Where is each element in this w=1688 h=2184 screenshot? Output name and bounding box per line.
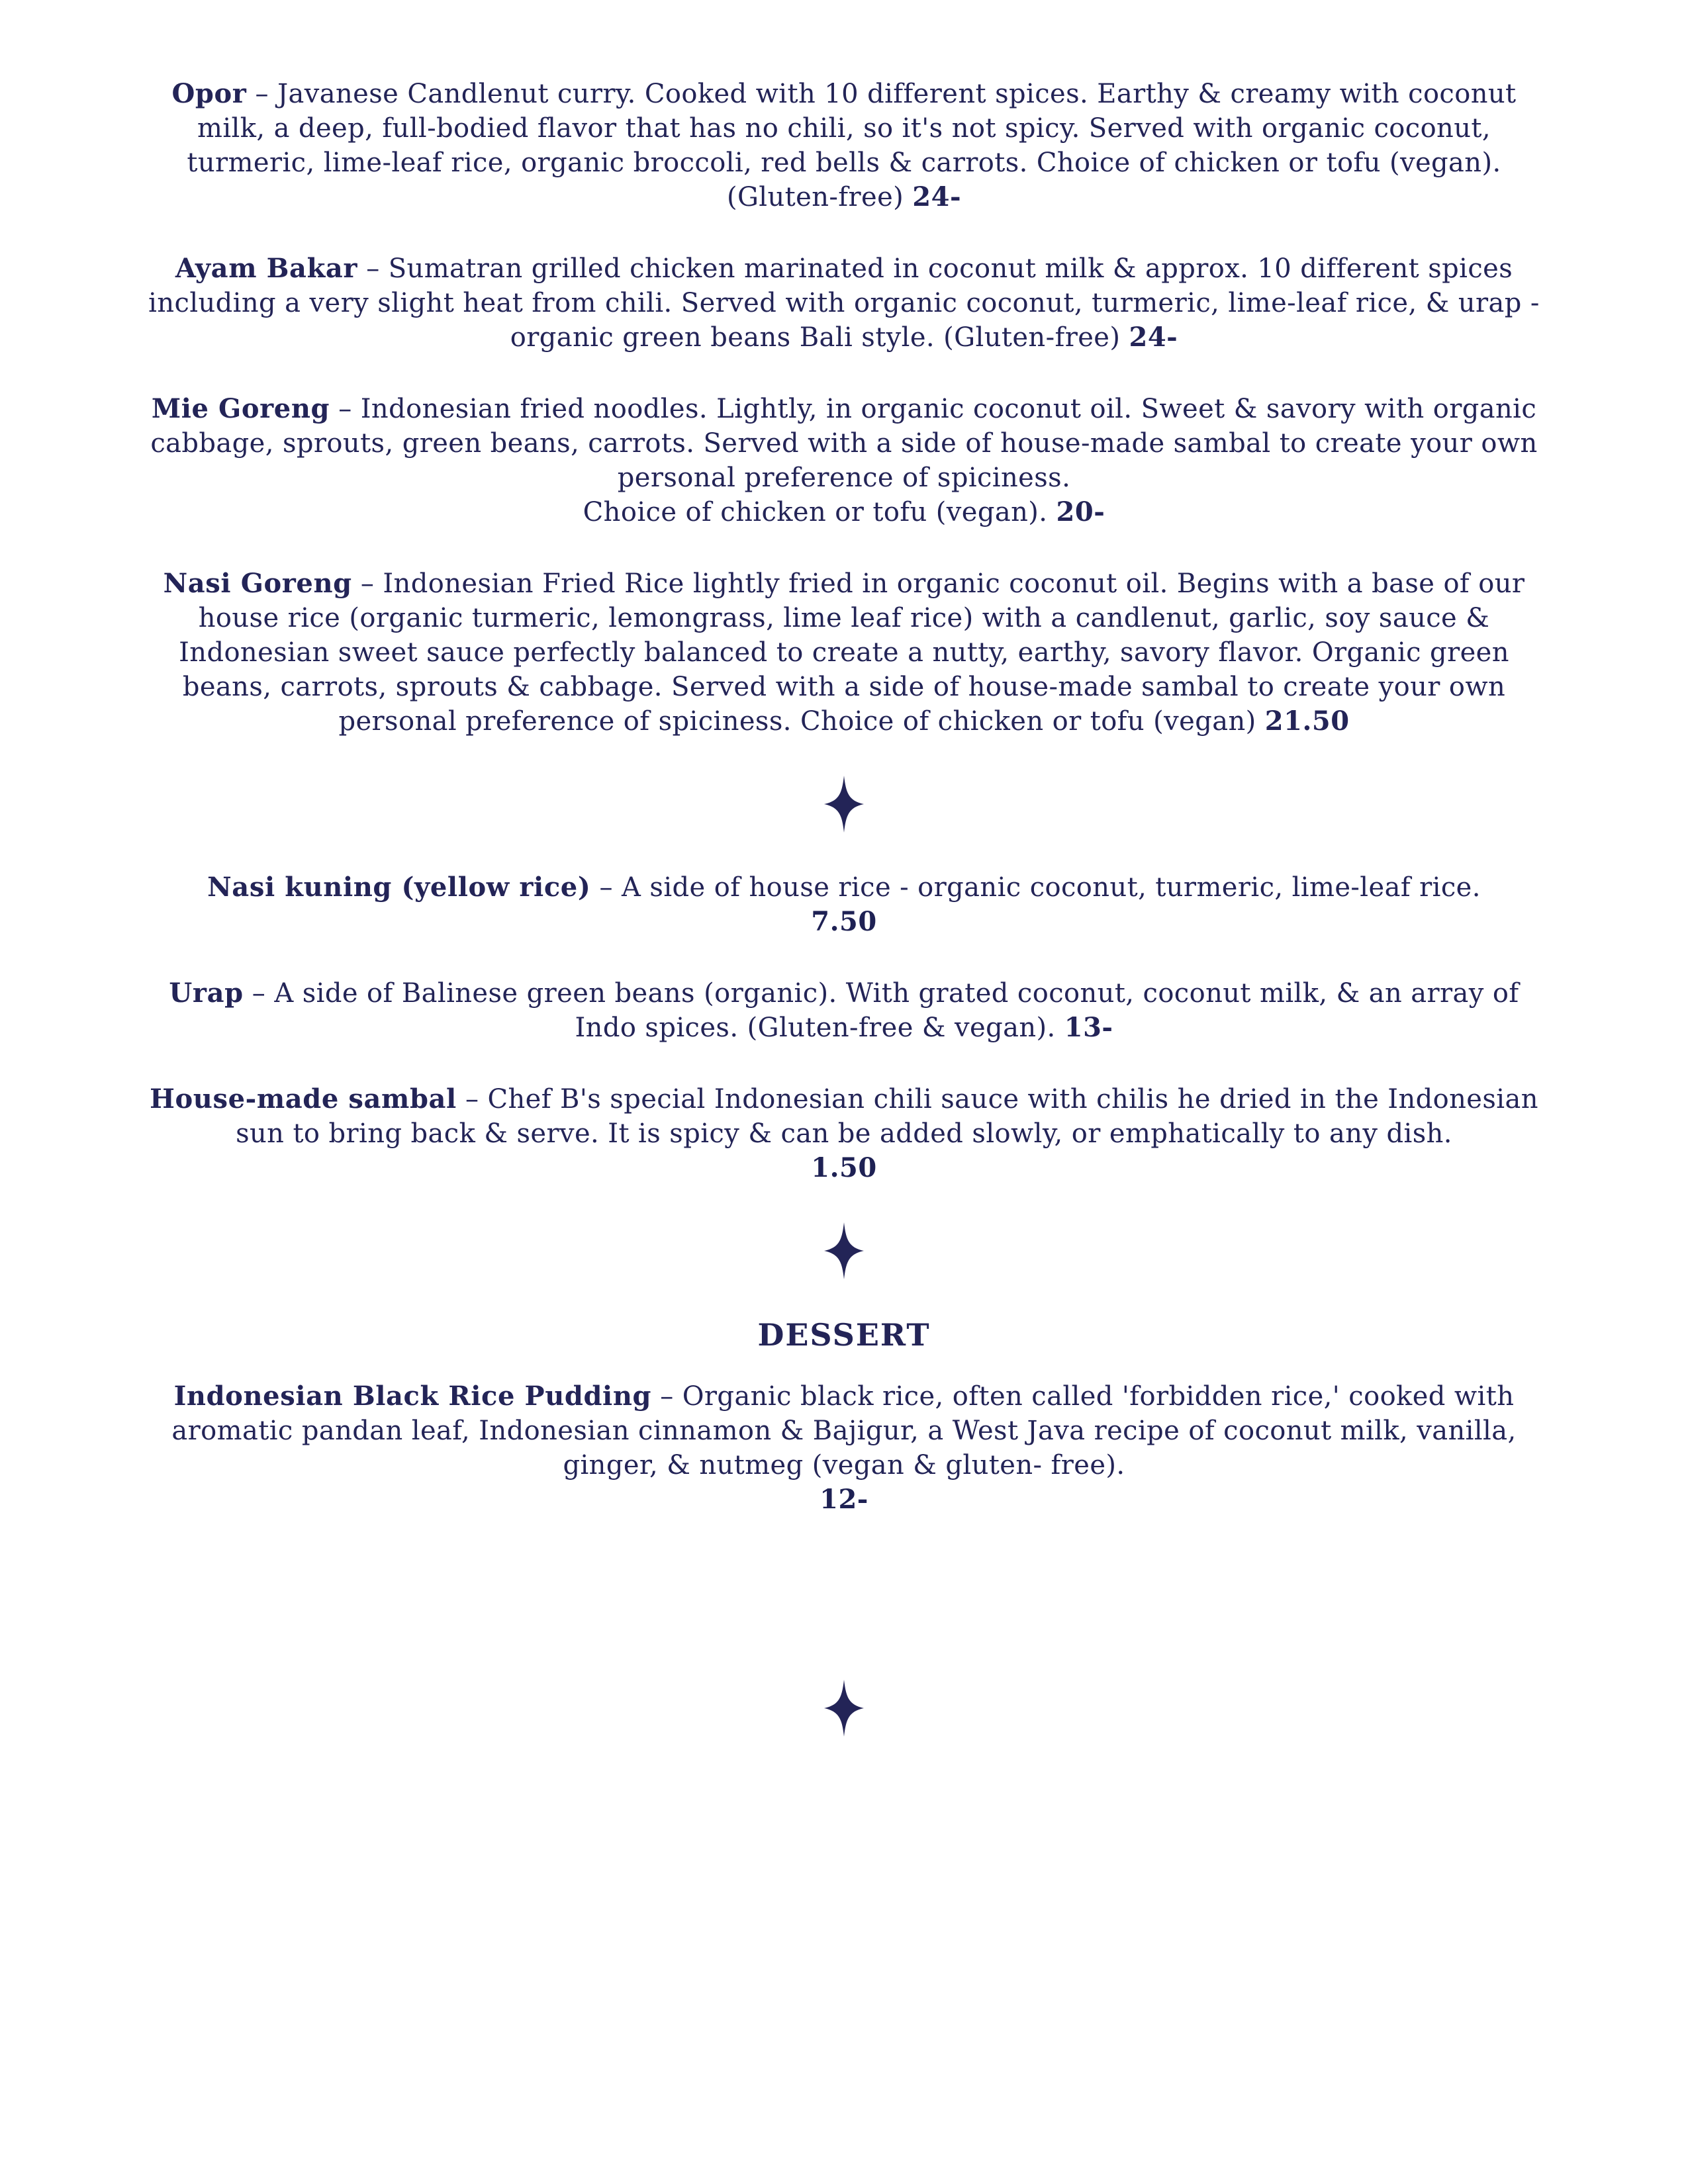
four-point-star-icon xyxy=(824,1222,864,1279)
menu-item-dash: – xyxy=(243,978,275,1009)
section-heading-dessert: DESSERT xyxy=(757,1317,931,1353)
ornament-divider xyxy=(99,1680,1589,1740)
four-point-star-icon xyxy=(824,776,864,833)
menu-item-dash: – xyxy=(352,569,383,599)
menu-item-price: 7.50 xyxy=(811,906,877,937)
menu-item-text xyxy=(136,251,1552,355)
menu-item-name: Opor xyxy=(171,78,247,109)
menu-item-description: Indonesian Fried Rice lightly fried in organic coconut oil. Begins with a base of our house rice (organic turmeric, lemongrass, lime leaf rice) with a candlenut, garlic, soy sauce & Indonesian sweet sauce perfectly balanced to create a nutty, earthy, savory flavor. Organic green beans, carrots, sprouts & cabbage. Served with a side of house-made sambal to create your own personal preference of spiciness. Choice of chicken or tofu (vegan) xyxy=(179,569,1525,737)
sides-list xyxy=(99,870,1589,1185)
menu-item-price: 24- xyxy=(1129,322,1178,353)
menu-item-text xyxy=(136,392,1552,495)
ornament-divider xyxy=(99,776,1589,836)
menu-item xyxy=(136,77,1552,214)
menu-item-dash: – xyxy=(590,872,622,903)
menu-item-dash: – xyxy=(456,1084,488,1115)
menu-item-dash: – xyxy=(330,394,361,424)
menu-item-dash: – xyxy=(246,79,278,109)
dessert-section xyxy=(99,1317,1589,1517)
menu-item-price: 13- xyxy=(1064,1012,1113,1043)
menu-item-name: Indonesian Black Rice Pudding xyxy=(173,1381,652,1412)
menu-item xyxy=(136,1082,1552,1185)
menu-item-dash: – xyxy=(651,1381,682,1412)
menu-item-choice: Choice of chicken or tofu (vegan). xyxy=(583,497,1048,527)
spacer xyxy=(99,1554,1589,1653)
menu-item-text xyxy=(136,1082,1552,1151)
menu-item-price: 24- xyxy=(912,181,962,212)
menu-item xyxy=(136,392,1552,529)
four-point-star-icon xyxy=(824,1680,864,1737)
menu-item-text xyxy=(136,77,1552,214)
ornament-divider xyxy=(99,1222,1589,1283)
menu-item-name: Nasi kuning (yellow rice) xyxy=(207,872,591,903)
menu-item-price: 12- xyxy=(820,1484,868,1515)
menu-item-dash: – xyxy=(357,253,389,284)
menu-item xyxy=(136,870,1552,939)
menu-item-name: House-made sambal xyxy=(150,1083,457,1115)
menu-item-description: A side of house rice - organic coconut, turmeric, lime-leaf rice. xyxy=(622,872,1481,903)
menu-item-price: 20- xyxy=(1056,496,1105,527)
menu-item-name: Ayam Bakar xyxy=(175,253,358,284)
menu-item xyxy=(136,251,1552,355)
menu-item xyxy=(136,976,1552,1045)
menu-item-text xyxy=(136,870,1552,905)
menu-item-description: Javanese Candlenut curry. Cooked with 10 different spices. Earthy & creamy with coconut milk, a deep, full-bodied flavor that has no chili, so it's not spicy. Served with organic coconut, turmeric, lime-leaf rice, organic broccoli, red bells & carrots. Choice of chicken or tofu (vegan). (Gluten-free) xyxy=(187,79,1517,212)
menu-item-description: Indonesian fried noodles. Lightly, in organic coconut oil. Sweet & savory with organic cabbage, sprouts, green beans, carrots. Served with a side of house-made sambal to create your own personal preference of spiciness. xyxy=(150,394,1538,493)
menu-item-text xyxy=(136,1379,1552,1482)
menu-item-price: 1.50 xyxy=(811,1152,877,1183)
menu-item xyxy=(136,1379,1552,1517)
menu-item-description: A side of Balinese green beans (organic). With grated coconut, coconut milk, & an array of Indo spices. (Gluten-free & vegan). xyxy=(274,978,1519,1043)
menu-item-name: Nasi Goreng xyxy=(163,568,352,599)
entree-list xyxy=(99,77,1589,739)
menu-item-price: 21.50 xyxy=(1264,705,1350,737)
menu-item xyxy=(136,567,1552,739)
menu-item-description: Chef B's special Indonesian chili sauce with chilis he dried in the Indonesian sun to bring back & serve. It is spicy & can be added slowly, or emphatically to any dish. xyxy=(236,1084,1538,1149)
menu-item-text xyxy=(136,567,1552,739)
menu-item-name: Mie Goreng xyxy=(151,393,330,424)
menu-item-description: Organic black rice, often called 'forbidden rice,' cooked with aromatic pandan leaf, Indonesian cinnamon & Bajigur, a West Java recipe of coconut milk, vanilla, ginger, & nutmeg (vegan & gluten- free). xyxy=(171,1381,1517,1480)
menu-item-description: Sumatran grilled chicken marinated in coconut milk & approx. 10 different spices including a very slight heat from chili. Served with organic coconut, turmeric, lime-leaf rice, & urap - organic green beans Bali style. (Gluten-free) xyxy=(148,253,1540,353)
menu-item-text xyxy=(136,976,1552,1045)
menu-item-second-line xyxy=(136,495,1552,529)
menu-item-name: Urap xyxy=(169,978,244,1009)
